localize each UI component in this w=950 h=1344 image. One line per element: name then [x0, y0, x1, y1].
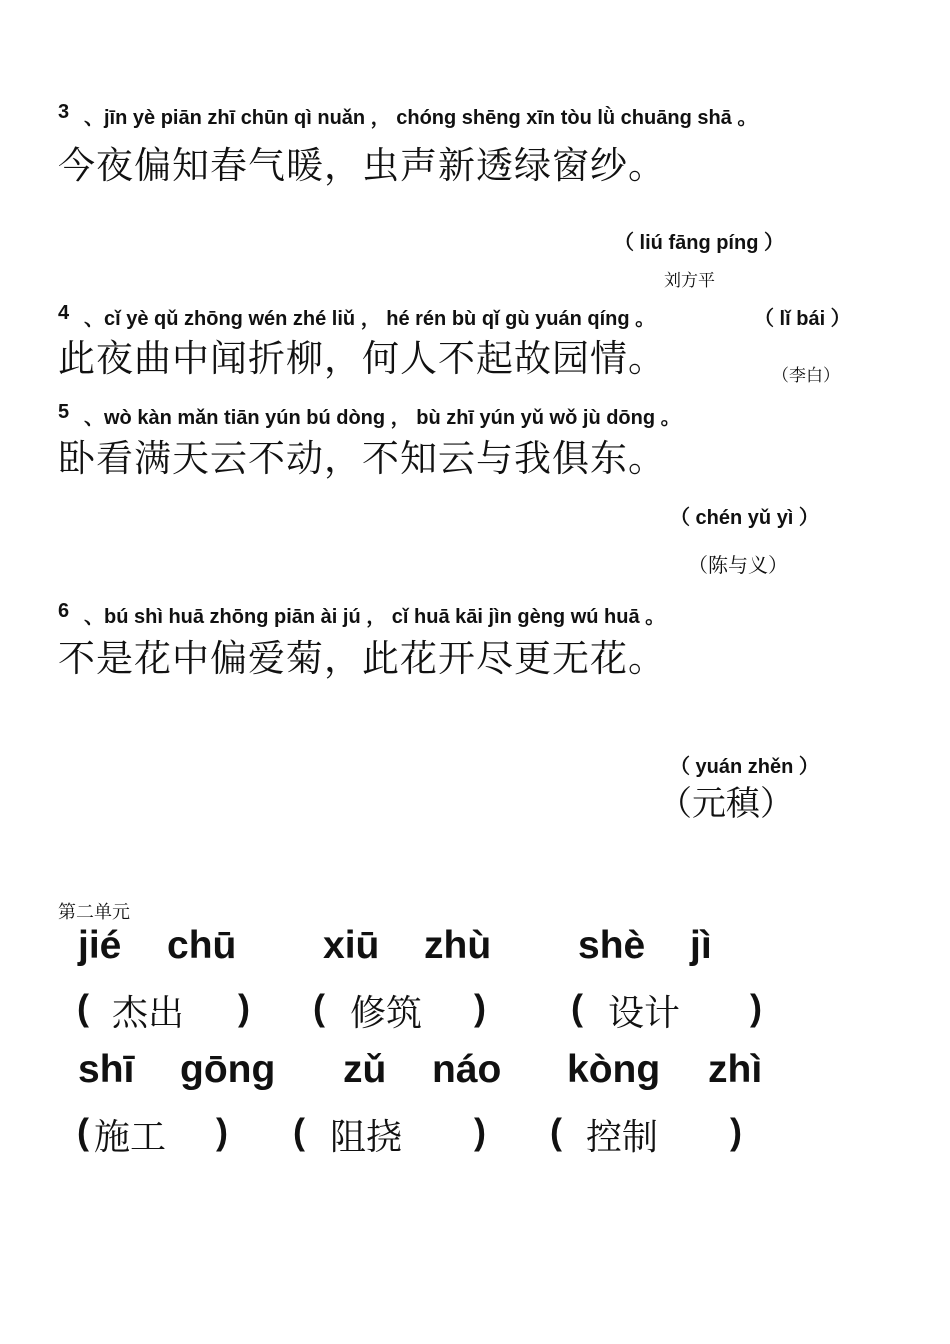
- pinyin-syllable: zǔ: [343, 1048, 387, 1091]
- close-paren: ): [730, 1111, 742, 1152]
- close-paren: ): [238, 987, 250, 1028]
- poem-pinyin: 、wò kàn mǎn tiān yún bú dòng ， bù zhī yún yǔ wǒ jù dōng 。: [84, 407, 681, 429]
- pinyin-syllable: chū: [167, 924, 237, 967]
- poem-hanzi: 此夜曲中闻折柳，何人不起故园情。: [58, 337, 666, 380]
- poem-author-pinyin: （ lǐ bái ）: [754, 308, 851, 330]
- poem-author: （李白）: [772, 366, 840, 386]
- pinyin-syllable: jié: [78, 924, 122, 967]
- pinyin-syllable: kòng: [567, 1048, 661, 1091]
- poem-number: 3: [58, 101, 70, 123]
- poem-number: 4: [58, 302, 70, 324]
- vocab-word: 施工: [94, 1117, 167, 1158]
- vocab-word: 控制: [586, 1117, 659, 1158]
- poem-author-pinyin: （ chén yǔ yì ）: [670, 507, 819, 529]
- close-paren: ): [216, 1111, 228, 1152]
- open-paren: (: [313, 987, 325, 1028]
- poem-pinyin: 、bú shì huā zhōng piān ài jú ， cǐ huā kāi jìn gèng wú huā 。: [84, 606, 666, 628]
- poem-number: 6: [58, 600, 70, 622]
- open-paren: (: [77, 1111, 89, 1152]
- poem-author: （元稹）: [658, 784, 794, 824]
- poem-author: （陈与义）: [688, 553, 788, 577]
- open-paren: (: [77, 987, 89, 1028]
- close-paren: ): [474, 1111, 486, 1152]
- pinyin-syllable: zhì: [708, 1048, 763, 1091]
- poem-pinyin: 、jīn yè piān zhī chūn qì nuǎn ， chóng shēng xīn tòu lǜ chuāng shā 。: [84, 107, 758, 129]
- pinyin-syllable: jì: [690, 924, 712, 967]
- open-paren: (: [293, 1111, 305, 1152]
- pinyin-syllable: xiū: [323, 924, 380, 967]
- poem-author-pinyin: （ liú fāng píng ）: [614, 232, 784, 254]
- poem-hanzi: 今夜偏知春气暖，虫声新透绿窗纱。: [58, 144, 666, 187]
- pinyin-syllable: shī: [78, 1048, 135, 1091]
- vocab-word: 杰出: [112, 993, 185, 1034]
- unit-title: 第二单元: [58, 902, 130, 923]
- poem-hanzi: 卧看满天云不动，不知云与我俱东。: [58, 437, 666, 480]
- open-paren: (: [550, 1111, 562, 1152]
- poem-hanzi: 不是花中偏爱菊，此花开尽更无花。: [58, 637, 666, 680]
- close-paren: ): [750, 987, 762, 1028]
- poem-pinyin: 、cǐ yè qǔ zhōng wén zhé liǔ ， hé rén bù qǐ gù yuán qíng 。: [84, 308, 656, 330]
- vocab-word: 阻挠: [330, 1117, 403, 1158]
- close-paren: ): [474, 987, 486, 1028]
- open-paren: (: [571, 987, 583, 1028]
- poem-author-pinyin: （ yuán zhěn ）: [670, 756, 819, 778]
- pinyin-syllable: zhù: [424, 924, 492, 967]
- pinyin-syllable: shè: [578, 924, 646, 967]
- pinyin-syllable: gōng: [180, 1048, 276, 1091]
- pinyin-syllable: náo: [432, 1048, 502, 1091]
- poem-number: 5: [58, 401, 70, 423]
- vocab-word: 设计: [608, 993, 681, 1034]
- vocab-word: 修筑: [350, 993, 423, 1034]
- poem-author: 刘方平: [664, 271, 715, 291]
